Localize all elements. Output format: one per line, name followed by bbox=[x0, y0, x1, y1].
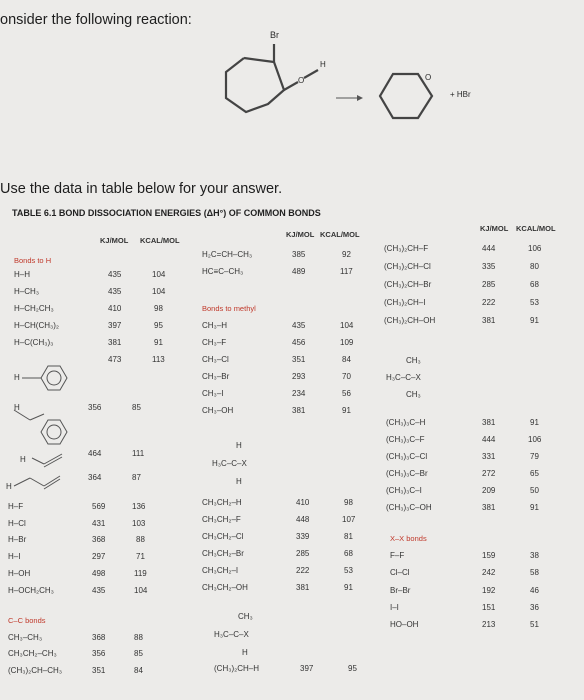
row-kcal: 111 bbox=[132, 449, 145, 458]
row-kj: 285 bbox=[296, 549, 310, 558]
struct-bottom: H bbox=[236, 477, 242, 486]
row-kcal: 51 bbox=[530, 620, 539, 629]
row-kcal: 79 bbox=[530, 452, 539, 461]
row-kj: 192 bbox=[482, 586, 496, 595]
row-kcal: 50 bbox=[530, 486, 539, 495]
ring-h-label: H bbox=[20, 455, 26, 464]
row-label: (CH₃)₂CH–F bbox=[384, 244, 429, 253]
row-kj: 159 bbox=[482, 551, 496, 560]
row-kj: 381 bbox=[108, 338, 122, 347]
row-kj: 213 bbox=[482, 620, 496, 629]
row-kcal: 98 bbox=[344, 498, 353, 507]
row-label: F–F bbox=[390, 551, 405, 560]
row-kj: 297 bbox=[92, 552, 106, 561]
section-cc-bonds: C–C bonds bbox=[8, 616, 46, 625]
row-label: (CH₃)₂CH–OH bbox=[384, 316, 436, 325]
row-kj: 356 bbox=[92, 649, 106, 658]
row-kj: 335 bbox=[482, 262, 496, 271]
row-label: CH₃CH₂–Cl bbox=[202, 532, 244, 541]
row-label: H–H bbox=[14, 270, 31, 279]
row-kj: 385 bbox=[292, 250, 306, 259]
row-label: H–Br bbox=[8, 535, 27, 544]
row-kcal: 71 bbox=[136, 552, 145, 561]
row-label: CH₃CH₂–H bbox=[202, 498, 242, 507]
h-label: H bbox=[320, 60, 326, 69]
row-kj: 381 bbox=[482, 418, 496, 427]
row-kcal: 91 bbox=[530, 418, 539, 427]
row-kj: 209 bbox=[482, 486, 496, 495]
col3-kcal-header: KCAL/MOL bbox=[516, 224, 556, 233]
o-label: O bbox=[298, 76, 305, 85]
row-label: (CH₃)₃C–Br bbox=[386, 469, 428, 478]
question-text: onsider the following reaction: bbox=[0, 12, 192, 28]
row-label: Br–Br bbox=[390, 586, 411, 595]
row-kcal: 46 bbox=[530, 586, 539, 595]
row-kj: 368 bbox=[92, 535, 106, 544]
row-kcal: 84 bbox=[134, 666, 143, 675]
struct-bottom: H bbox=[242, 648, 248, 657]
row-kj: 410 bbox=[296, 498, 310, 507]
row-label: CH₃–F bbox=[202, 338, 227, 347]
row-kj: 381 bbox=[292, 406, 306, 415]
section-bonds-to-h: Bonds to H bbox=[14, 256, 52, 265]
row-kj: 473 bbox=[108, 355, 122, 364]
row-kj: 397 bbox=[108, 321, 122, 330]
row-kj: 456 bbox=[292, 338, 306, 347]
row-kj: 368 bbox=[92, 633, 106, 642]
row-kcal: 91 bbox=[530, 316, 539, 325]
row-kcal: 104 bbox=[152, 270, 166, 279]
row-label: H–CH₂CH₃ bbox=[14, 304, 54, 313]
row-kcal: 95 bbox=[348, 664, 357, 673]
row-kcal: 119 bbox=[134, 569, 147, 578]
row-kcal: 53 bbox=[530, 298, 539, 307]
br-label: Br bbox=[270, 30, 279, 40]
row-label: H–C(CH₃)₃ bbox=[14, 338, 54, 347]
row-kcal: 68 bbox=[530, 280, 539, 289]
row-kcal: 56 bbox=[342, 389, 351, 398]
row-label: (CH₃)₃C–H bbox=[386, 418, 426, 427]
row-label: CH₃CH₂–OH bbox=[202, 583, 248, 592]
row-kcal: 107 bbox=[342, 515, 356, 524]
row-kj: 431 bbox=[92, 519, 106, 528]
row-kj: 410 bbox=[108, 304, 122, 313]
row-kcal: 91 bbox=[344, 583, 353, 592]
row-kj: 234 bbox=[292, 389, 306, 398]
row-label: (CH₃)₃C–I bbox=[386, 486, 422, 495]
row-label: H–I bbox=[8, 552, 21, 561]
col1-kcal-header: KCAL/MOL bbox=[140, 236, 180, 245]
row-label: HO–OH bbox=[390, 620, 419, 629]
row-label: (CH₃)₂CH–CH₃ bbox=[8, 666, 63, 675]
row-kj: 242 bbox=[482, 568, 496, 577]
row-kcal: 36 bbox=[530, 603, 539, 612]
struct-middle: H₃C–C–X bbox=[212, 459, 247, 468]
row-kj: 151 bbox=[482, 603, 496, 612]
row-kj: 222 bbox=[296, 566, 310, 575]
row-kcal: 92 bbox=[342, 250, 351, 259]
row-label: H–CH(CH₃)₂ bbox=[14, 321, 60, 330]
row-kcal: 68 bbox=[344, 549, 353, 558]
o-product-label: O bbox=[425, 73, 432, 82]
instruction-text: Use the data in table below for your answer. bbox=[0, 181, 283, 197]
row-kj: 364 bbox=[88, 473, 102, 482]
row-kj: 339 bbox=[296, 532, 310, 541]
col2-kj-header: KJ/MOL bbox=[286, 230, 315, 239]
row-kj: 381 bbox=[482, 503, 496, 512]
row-label: H₂C=CH–CH₃ bbox=[202, 250, 253, 259]
row-kj: 444 bbox=[482, 435, 496, 444]
row-kj: 435 bbox=[92, 586, 106, 595]
row-label: (CH₃)₃C–OH bbox=[386, 503, 432, 512]
row-label: I–I bbox=[390, 603, 399, 612]
row-label: (CH₃)₂CH–I bbox=[384, 298, 426, 307]
row-kcal: 65 bbox=[530, 469, 539, 478]
row-kj: 356 bbox=[88, 403, 102, 412]
row-kj: 381 bbox=[296, 583, 310, 592]
row-label: HC≡C–CH₃ bbox=[202, 267, 244, 276]
row-kj: 285 bbox=[482, 280, 496, 289]
row-kcal: 87 bbox=[132, 473, 141, 482]
row-kcal: 91 bbox=[530, 503, 539, 512]
row-label: (CH₃)₂CH–H bbox=[214, 664, 260, 673]
row-kj: 272 bbox=[482, 469, 496, 478]
row-kcal: 104 bbox=[340, 321, 354, 330]
table-caption: TABLE 6.1 BOND DISSOCIATION ENERGIES (ΔH°) OF COMMON BONDS bbox=[12, 208, 321, 218]
row-kcal: 109 bbox=[340, 338, 354, 347]
row-kcal: 88 bbox=[136, 535, 145, 544]
row-label: (CH₃)₃C–Cl bbox=[386, 452, 428, 461]
row-kcal: 53 bbox=[344, 566, 353, 575]
struct-top: CH₃ bbox=[406, 356, 421, 365]
row-kcal: 104 bbox=[152, 287, 166, 296]
row-kj: 397 bbox=[300, 664, 314, 673]
row-kcal: 103 bbox=[132, 519, 146, 528]
ring-h-label: H bbox=[14, 403, 20, 412]
row-label: CH₃CH₂–F bbox=[202, 515, 241, 524]
row-kcal: 104 bbox=[134, 586, 148, 595]
row-kj: 435 bbox=[292, 321, 306, 330]
row-kj: 435 bbox=[108, 270, 122, 279]
row-kcal: 136 bbox=[132, 502, 146, 511]
row-kj: 222 bbox=[482, 298, 496, 307]
row-kj: 435 bbox=[108, 287, 122, 296]
col1-kj-header: KJ/MOL bbox=[100, 236, 129, 245]
struct-middle: H₃C–C–X bbox=[214, 630, 249, 639]
section-xx-bonds: X–X bonds bbox=[390, 534, 427, 543]
col2-kcal-header: KCAL/MOL bbox=[320, 230, 360, 239]
row-label: CH₃CH₂–CH₃ bbox=[8, 649, 57, 658]
row-kj: 381 bbox=[482, 316, 496, 325]
struct-top: H bbox=[236, 441, 242, 450]
row-kcal: 84 bbox=[342, 355, 351, 364]
row-kj: 464 bbox=[88, 449, 102, 458]
row-label: CH₃–OH bbox=[202, 406, 234, 415]
row-kj: 569 bbox=[92, 502, 106, 511]
row-kcal: 106 bbox=[528, 244, 542, 253]
ring-h-label: H bbox=[14, 373, 20, 382]
row-kj: 351 bbox=[92, 666, 106, 675]
row-label: CH₃–Br bbox=[202, 372, 230, 381]
struct-top: CH₃ bbox=[238, 612, 253, 621]
row-kcal: 106 bbox=[528, 435, 542, 444]
row-label: (CH₃)₂CH–Cl bbox=[384, 262, 431, 271]
col3-kj-header: KJ/MOL bbox=[480, 224, 509, 233]
row-kcal: 88 bbox=[134, 633, 143, 642]
row-kj: 351 bbox=[292, 355, 306, 364]
struct-bottom: CH₃ bbox=[406, 390, 421, 399]
row-kcal: 91 bbox=[154, 338, 163, 347]
row-kj: 444 bbox=[482, 244, 496, 253]
row-kj: 293 bbox=[292, 372, 306, 381]
row-kcal: 113 bbox=[152, 355, 165, 364]
row-label: CH₃–CH₃ bbox=[8, 633, 43, 642]
hbr-label: + HBr bbox=[450, 90, 471, 99]
row-label: (CH₃)₂CH–Br bbox=[384, 280, 432, 289]
row-label: CH₃–I bbox=[202, 389, 224, 398]
section-bonds-to-methyl: Bonds to methyl bbox=[202, 304, 256, 313]
row-kcal: 91 bbox=[342, 406, 351, 415]
row-label: H–OH bbox=[8, 569, 31, 578]
row-kcal: 80 bbox=[530, 262, 539, 271]
row-kcal: 38 bbox=[530, 551, 539, 560]
row-label: (CH₃)₃C–F bbox=[386, 435, 425, 444]
ring-h-label: H bbox=[6, 482, 12, 491]
row-kcal: 95 bbox=[154, 321, 163, 330]
row-kj: 331 bbox=[482, 452, 496, 461]
row-kcal: 98 bbox=[154, 304, 163, 313]
row-label: H–F bbox=[8, 502, 24, 511]
row-label: H–Cl bbox=[8, 519, 26, 528]
row-kj: 489 bbox=[292, 267, 306, 276]
row-label: CH₃–H bbox=[202, 321, 228, 330]
row-kcal: 58 bbox=[530, 568, 539, 577]
struct-middle: H₃C–C–X bbox=[386, 373, 421, 382]
row-label: CH₃CH₂–I bbox=[202, 566, 239, 575]
row-kcal: 81 bbox=[344, 532, 353, 541]
row-label: H–CH₃ bbox=[14, 287, 40, 296]
row-label: Cl–Cl bbox=[390, 568, 410, 577]
row-label: H–OCH₂CH₃ bbox=[8, 586, 54, 595]
row-kcal: 85 bbox=[132, 403, 141, 412]
row-kcal: 117 bbox=[340, 267, 353, 276]
row-kcal: 85 bbox=[134, 649, 143, 658]
row-label: CH₃CH₂–Br bbox=[202, 549, 244, 558]
row-kj: 448 bbox=[296, 515, 310, 524]
row-kcal: 70 bbox=[342, 372, 351, 381]
row-label: CH₃–Cl bbox=[202, 355, 229, 364]
row-kj: 498 bbox=[92, 569, 106, 578]
